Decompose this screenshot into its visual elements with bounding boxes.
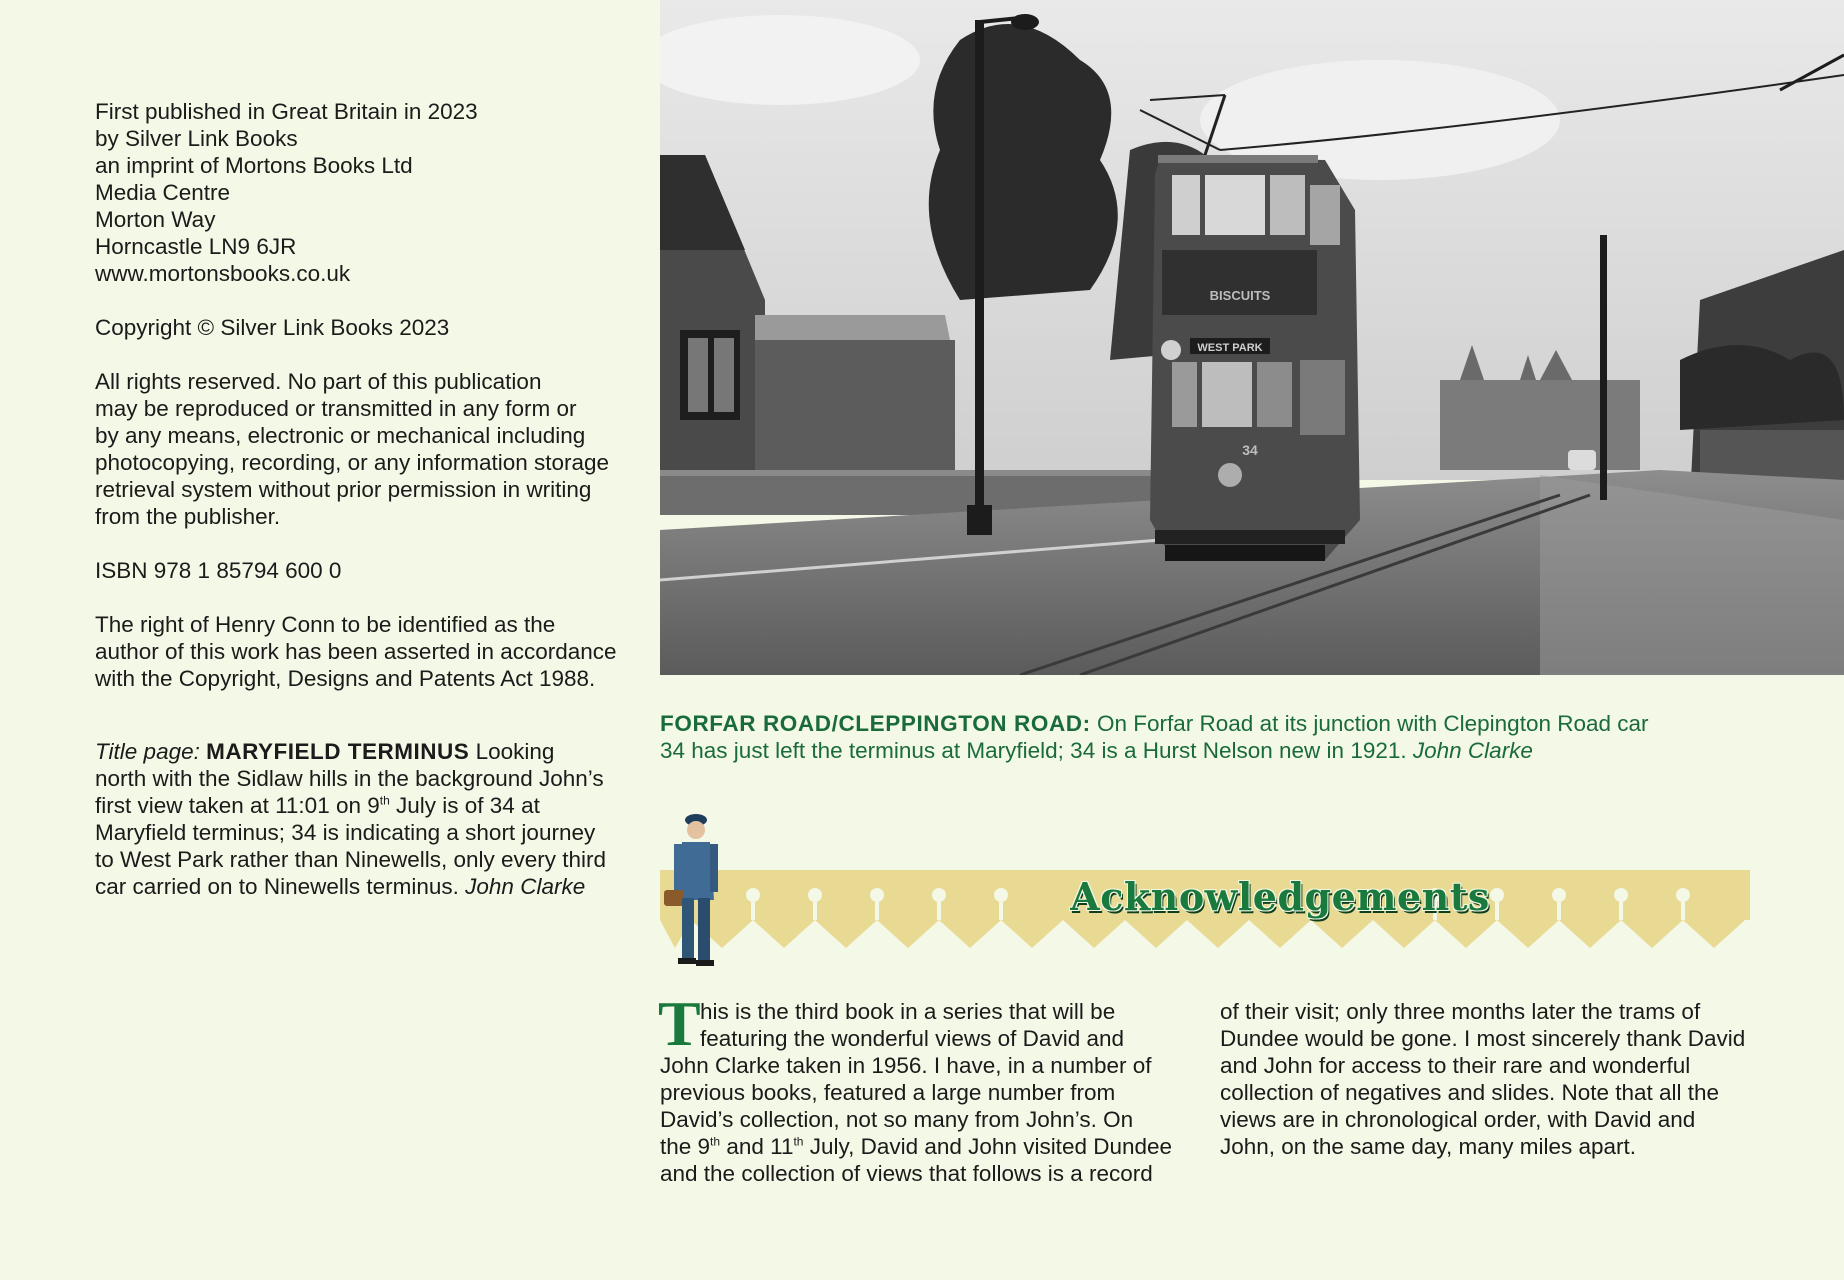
caption-line: to West Park rather than Ninewells, only every third xyxy=(95,847,607,872)
publisher-website: www.mortonsbooks.co.uk xyxy=(95,261,351,286)
author-rights-line: with the Copyright, Designs and Patents Act 1988. xyxy=(95,666,596,691)
caption-text: Looking xyxy=(469,739,555,764)
ordinal-suffix: th xyxy=(710,1134,721,1149)
body-text: and 11 xyxy=(720,1134,794,1159)
tram-destination: WEST PARK xyxy=(1197,342,1263,354)
body-line: collection of negatives and slides. Note that all the xyxy=(1220,1080,1720,1105)
publisher-address xyxy=(95,98,635,287)
ordinal-suffix: th xyxy=(793,1134,804,1149)
caption-text: July is of 34 at xyxy=(389,793,540,818)
acknowledgements-banner xyxy=(660,870,1750,950)
caption-heading: FORFAR ROAD/CLEPPINGTON ROAD: xyxy=(660,711,1091,736)
body-line: views are in chronological order, with David and xyxy=(1220,1107,1696,1132)
body-line: John, on the same day, many miles apart. xyxy=(1220,1134,1637,1159)
tram-advert: BISCUITS xyxy=(1209,288,1271,303)
body-line: John Clarke taken in 1956. I have, in a number of xyxy=(660,1053,1152,1078)
imprint-line: an imprint of Mortons Books Ltd xyxy=(95,153,413,178)
acknowledgements-text-right xyxy=(1220,998,1760,1160)
conductor-illustration xyxy=(660,810,724,975)
body-line: previous books, featured a large number from xyxy=(660,1080,1116,1105)
body-line: Dundee would be gone. I most sincerely thank David xyxy=(1220,1026,1746,1051)
body-line: and the collection of views that follows is a record xyxy=(660,1161,1153,1186)
body-text: July, David and John visited Dundee xyxy=(803,1134,1173,1159)
title-page-caption xyxy=(95,738,635,900)
imprint-line: Media Centre xyxy=(95,180,231,205)
rights-line: from the publisher. xyxy=(95,504,281,529)
imprint-line: Horncastle LN9 6JR xyxy=(95,234,297,259)
imprint-line: First published in Great Britain in 2023 xyxy=(95,99,478,124)
tram-number: 34 xyxy=(1242,442,1258,458)
body-line: and John for access to their rare and wonderful xyxy=(1220,1053,1691,1078)
caption-line: Maryfield terminus; 34 is indicating a short journey xyxy=(95,820,596,845)
isbn: ISBN 978 1 85794 600 0 xyxy=(95,558,342,583)
imprint-line: by Silver Link Books xyxy=(95,126,298,151)
photo-credit: John Clarke xyxy=(1412,738,1533,763)
rights-line: retrieval system without prior permission in writing xyxy=(95,477,592,502)
imprint-column xyxy=(95,98,635,900)
photo-credit: John Clarke xyxy=(465,874,586,899)
rights-line: may be reproduced or transmitted in any form or xyxy=(95,396,577,421)
rights-line: All rights reserved. No part of this publication xyxy=(95,369,542,394)
body-line: featuring the wonderful views of David and xyxy=(700,1026,1124,1051)
author-rights xyxy=(95,611,635,692)
caption-label: Title page: xyxy=(95,739,200,764)
acknowledgements-title: Acknowledgements xyxy=(1070,874,1490,919)
copyright-notice: Copyright © Silver Link Books 2023 xyxy=(95,315,450,340)
tram xyxy=(1150,155,1360,561)
ordinal-suffix: th xyxy=(379,793,390,808)
caption-text: first view taken at 11:01 on 9 xyxy=(95,793,380,818)
caption-text: car carried on to Ninewells terminus. xyxy=(95,874,459,899)
photo-caption xyxy=(660,710,1790,764)
caption-heading: MARYFIELD TERMINUS xyxy=(206,739,470,764)
drop-cap: T xyxy=(658,988,701,1059)
author-rights-line: The right of Henry Conn to be identified as the xyxy=(95,612,556,637)
body-line: David’s collection, not so many from John’s. On xyxy=(660,1107,1134,1132)
acknowledgements-text-left xyxy=(658,988,1180,1187)
imprint-line: Morton Way xyxy=(95,207,216,232)
caption-text: 34 has just left the terminus at Maryfield; 34 is a Hurst Nelson new in 1921. xyxy=(660,738,1407,763)
caption-text: On Forfar Road at its junction with Clepington Road car xyxy=(1090,711,1649,736)
body-text: the 9 xyxy=(660,1134,711,1159)
caption-line: north with the Sidlaw hills in the background John’s xyxy=(95,766,604,791)
author-rights-line: author of this work has been asserted in accordance xyxy=(95,639,617,664)
rights-statement xyxy=(95,368,635,530)
rights-line: photocopying, recording, or any information storage xyxy=(95,450,610,475)
body-line: his is the third book in a series that will be xyxy=(700,999,1116,1024)
body-line: of their visit; only three months later the trams of xyxy=(1220,999,1701,1024)
tram-photograph xyxy=(660,0,1844,675)
rights-line: by any means, electronic or mechanical including xyxy=(95,423,586,448)
